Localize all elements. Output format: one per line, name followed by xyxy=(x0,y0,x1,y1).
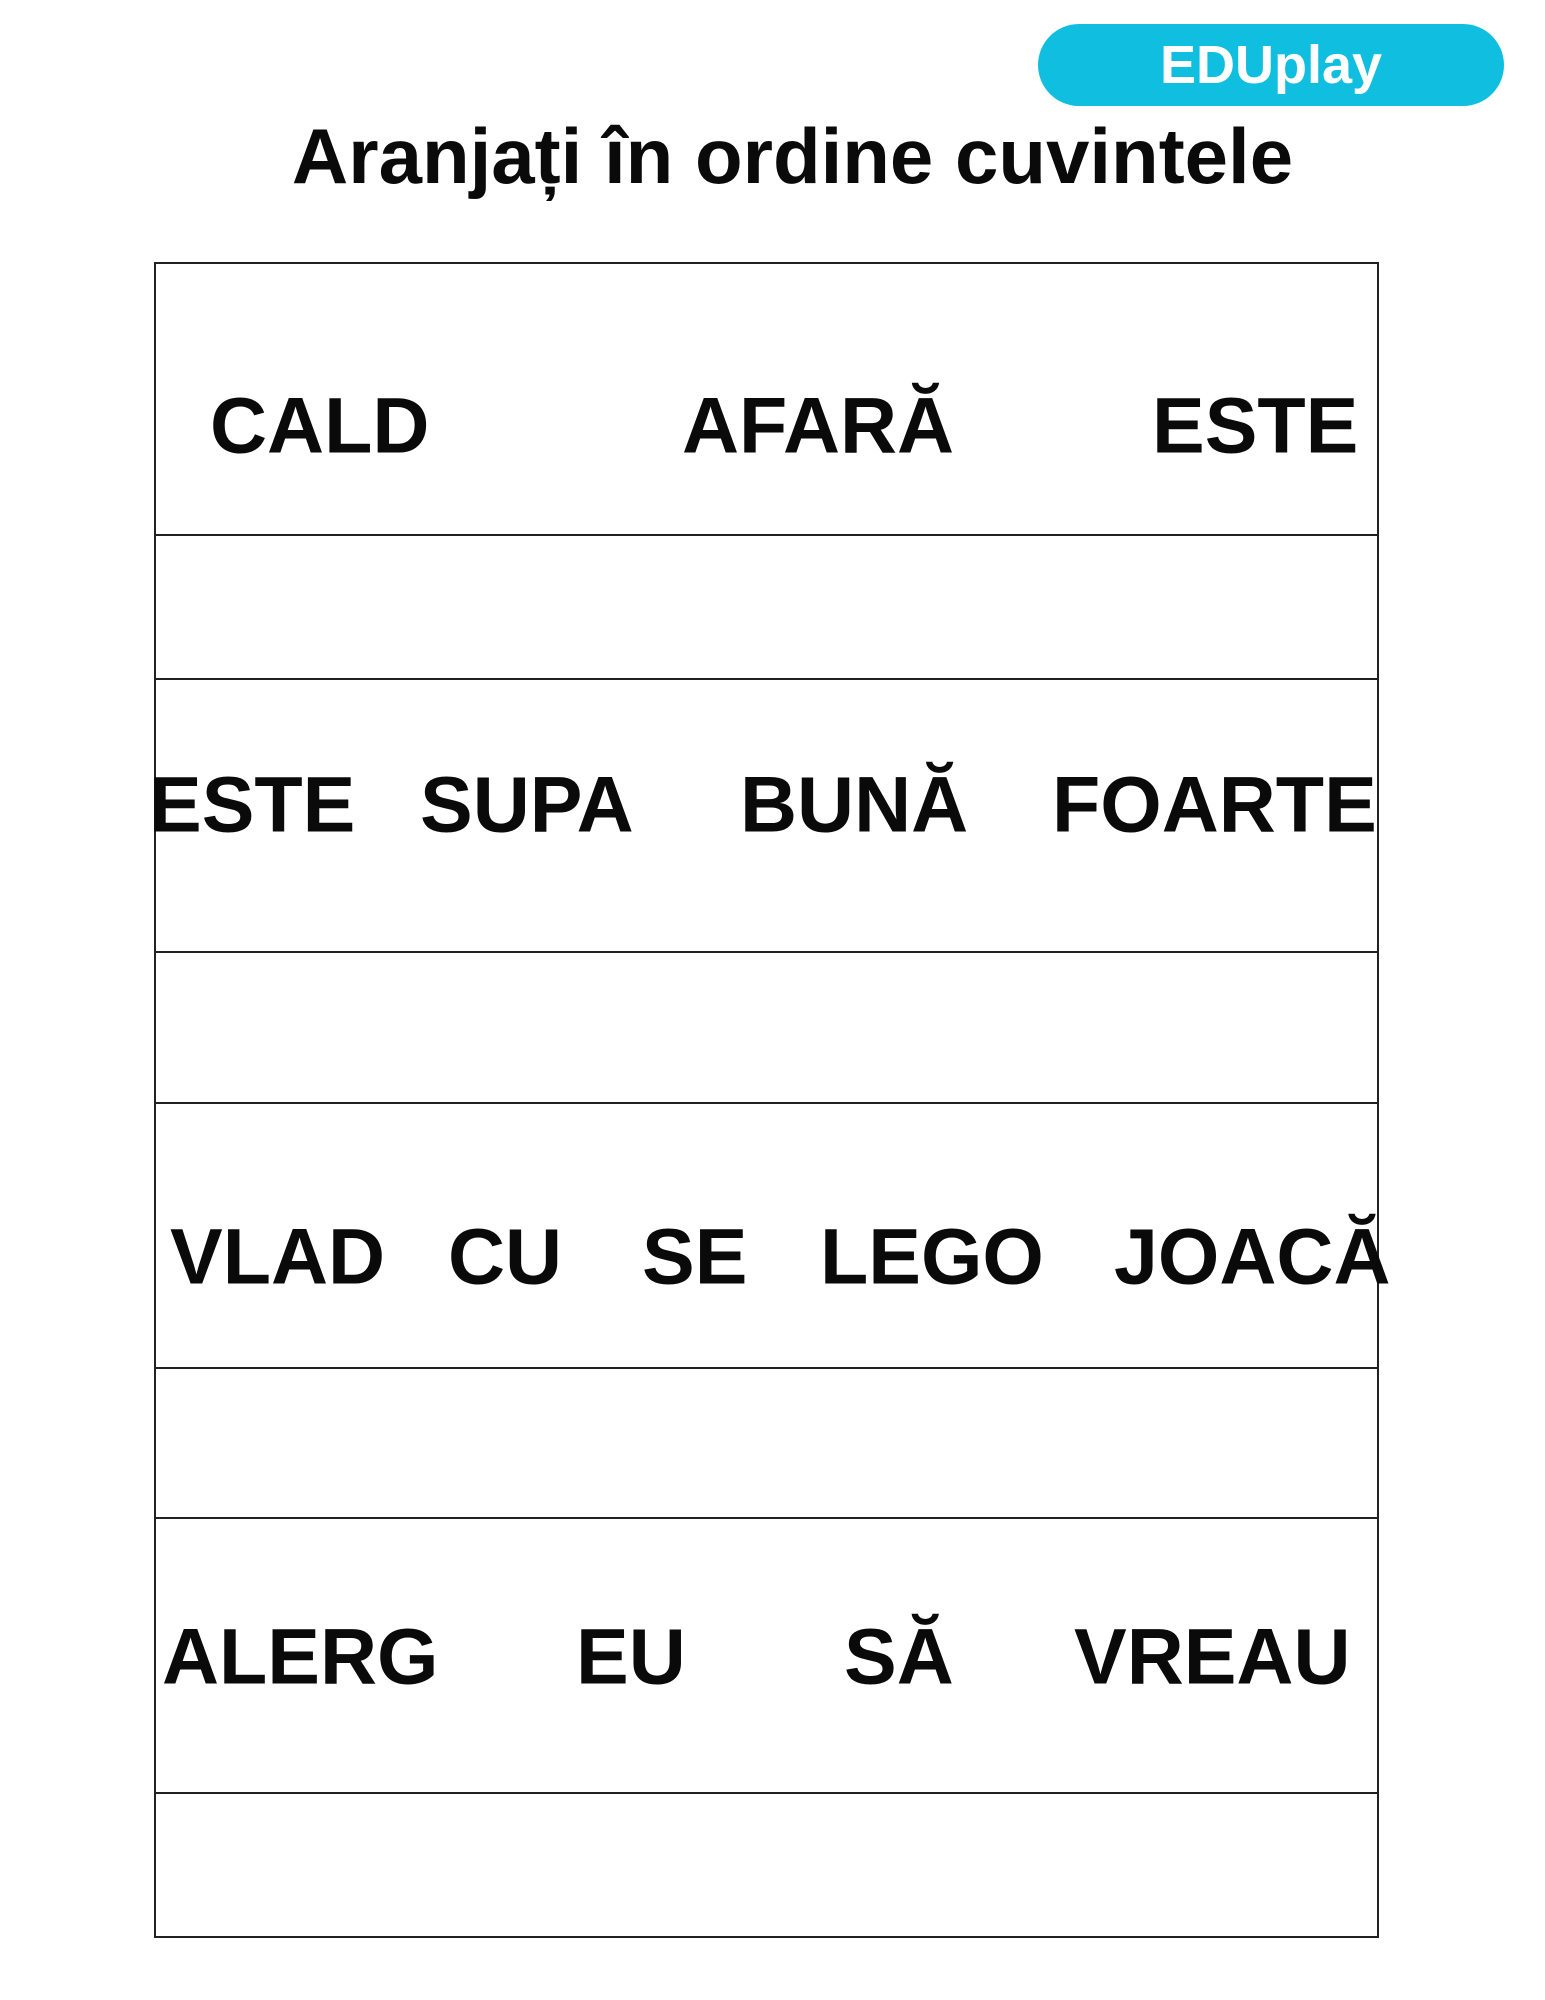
page-title: Aranjați în ordine cuvintele xyxy=(291,112,1294,200)
exercise-4-word: ALERG xyxy=(162,1611,439,1701)
exercise-1-words-row xyxy=(156,264,1377,536)
exercise-2-answer-row[interactable] xyxy=(156,953,1377,1104)
exercise-3-word: VLAD xyxy=(170,1211,386,1301)
exercise-4-answer-row[interactable] xyxy=(156,1794,1377,1936)
exercise-2-word: BUNĂ xyxy=(740,759,969,849)
exercise-4-words-row xyxy=(156,1519,1377,1794)
exercise-1-answer-row[interactable] xyxy=(156,536,1377,680)
exercise-1-word: ESTE xyxy=(1152,380,1359,470)
exercise-4-word: VREAU xyxy=(1074,1611,1351,1701)
exercise-2-word: FOARTE xyxy=(1052,759,1377,849)
exercise-3-answer-row[interactable] xyxy=(156,1369,1377,1519)
exercise-4-word: EU xyxy=(576,1611,686,1701)
worksheet-table xyxy=(149,262,1391,1938)
exercise-2-word: SUPA xyxy=(420,759,634,849)
exercise-1-word: AFARĂ xyxy=(682,380,955,470)
eduplay-logo-badge: EDUplay xyxy=(1038,24,1504,106)
exercise-3-word: CU xyxy=(448,1211,563,1301)
exercise-3-word: JOACĂ xyxy=(1114,1211,1391,1301)
exercise-2-word: ESTE xyxy=(149,759,356,849)
exercise-3-word: LEGO xyxy=(820,1211,1044,1301)
exercise-3-words-row xyxy=(156,1104,1391,1369)
exercise-3-word: SE xyxy=(642,1211,748,1301)
exercise-2-words-row xyxy=(149,680,1377,953)
exercise-1-word: CALD xyxy=(210,380,430,470)
exercise-4-word: SĂ xyxy=(844,1611,954,1701)
